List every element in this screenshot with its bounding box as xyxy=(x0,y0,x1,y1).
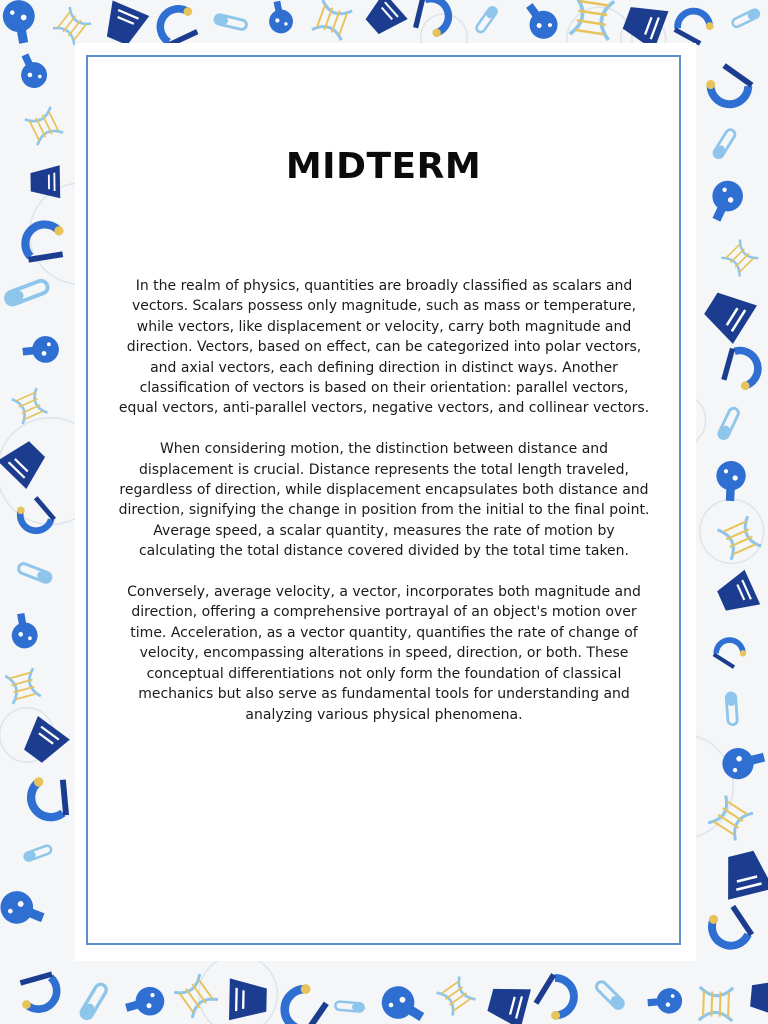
flask-icon xyxy=(122,984,167,1022)
test-tube-icon xyxy=(726,693,738,725)
flask-icon xyxy=(376,980,431,1024)
microscope-icon xyxy=(412,0,452,39)
microscope-icon xyxy=(154,2,202,48)
microscope-icon xyxy=(712,635,749,671)
microscope-icon xyxy=(531,972,581,1023)
microscope-icon xyxy=(673,5,717,47)
test-tube-icon xyxy=(214,14,247,30)
test-tube-icon xyxy=(731,8,760,28)
beaker-icon xyxy=(714,570,760,619)
test-tube-icon xyxy=(475,6,498,34)
page-title: MIDTERM xyxy=(285,146,482,187)
beaker-icon xyxy=(17,716,70,768)
dna-icon xyxy=(699,987,733,1021)
beaker-icon xyxy=(99,0,149,48)
beaker-icon xyxy=(0,435,51,489)
flask-icon xyxy=(0,0,39,46)
microscope-icon xyxy=(15,971,60,1013)
paragraph-distance-displacement: When considering motion, the distinction between distance and displacement is crucial. Distance represents the total length traveled, regardless of direction, while displacement encapsulates both distance and direction, signifying the change in position from the initial to the final point. Average speed, a scalar quantity, measures the rate of motion by calculating the total distance covered divided by the total time taken. xyxy=(118,441,650,560)
flask-icon xyxy=(703,176,748,227)
paragraph-velocity-acceleration: Conversely, average velocity, a vector, incorporates both magnitude and direction, offering a comprehensive portrayal of an object's motion over time. Acceleration, as a vector quantity, quantifies the rate of change of velocity, encompassing alterations in speed, direction, or both. These conceptual differentiations not only form the foundation of classical mechanics but also serve as fundamental tools for understanding and analyzing various physical phenomena. xyxy=(127,584,641,723)
test-tube-icon xyxy=(717,407,740,440)
paragraph-scalars-vectors: In the realm of physics, quantities are broadly classified as scalars and vectors. Scalars possess only magnitude, such as mass or temperature, while vectors, like displacement or velocity, carry both magnitude and direction. Vectors, based on effect, can be categorized into polar vectors, and axial vectors, each defining direction in distinct ways. Another classification of vectors is based on their orientation: parallel vectors, equal vectors, anti-parallel vectors, negative vectors, and collinear vectors. xyxy=(118,278,650,417)
flask-icon xyxy=(0,886,49,933)
dna-icon xyxy=(312,0,352,40)
dna-icon xyxy=(570,0,614,40)
test-tube-icon xyxy=(79,982,108,1020)
dna-icon xyxy=(53,7,91,45)
beaker-icon xyxy=(699,284,757,344)
microscope-icon xyxy=(720,347,762,392)
flask-icon xyxy=(13,49,51,92)
test-tube-icon xyxy=(335,1001,364,1012)
microscope-icon xyxy=(13,493,57,537)
beaker-icon xyxy=(229,978,267,1021)
beaker-icon xyxy=(485,980,531,1024)
test-tube-icon xyxy=(23,845,52,862)
dna-icon xyxy=(436,977,475,1016)
document-body xyxy=(118,276,650,745)
flask-icon xyxy=(8,611,40,650)
beaker-icon xyxy=(749,977,768,1018)
flask-icon xyxy=(647,987,684,1015)
microscope-icon xyxy=(29,775,69,819)
test-tube-icon xyxy=(594,980,625,1011)
microscope-icon xyxy=(704,901,755,953)
flask-icon xyxy=(719,742,768,783)
microscope-icon xyxy=(277,980,332,1024)
test-tube-icon xyxy=(712,128,736,159)
dna-icon xyxy=(5,668,41,704)
microscope-icon xyxy=(702,61,754,112)
dna-icon xyxy=(721,240,758,277)
flask-icon xyxy=(265,0,295,36)
flask-icon xyxy=(21,335,60,365)
test-tube-icon xyxy=(17,562,52,584)
microscope-icon xyxy=(23,221,68,262)
flask-icon xyxy=(715,460,746,501)
beaker-icon xyxy=(30,165,60,198)
beaker-icon xyxy=(360,0,407,40)
dna-icon xyxy=(25,107,63,145)
beaker-icon xyxy=(718,848,768,900)
flask-icon xyxy=(518,0,563,44)
test-tube-icon xyxy=(4,279,49,306)
dna-icon xyxy=(174,974,218,1018)
